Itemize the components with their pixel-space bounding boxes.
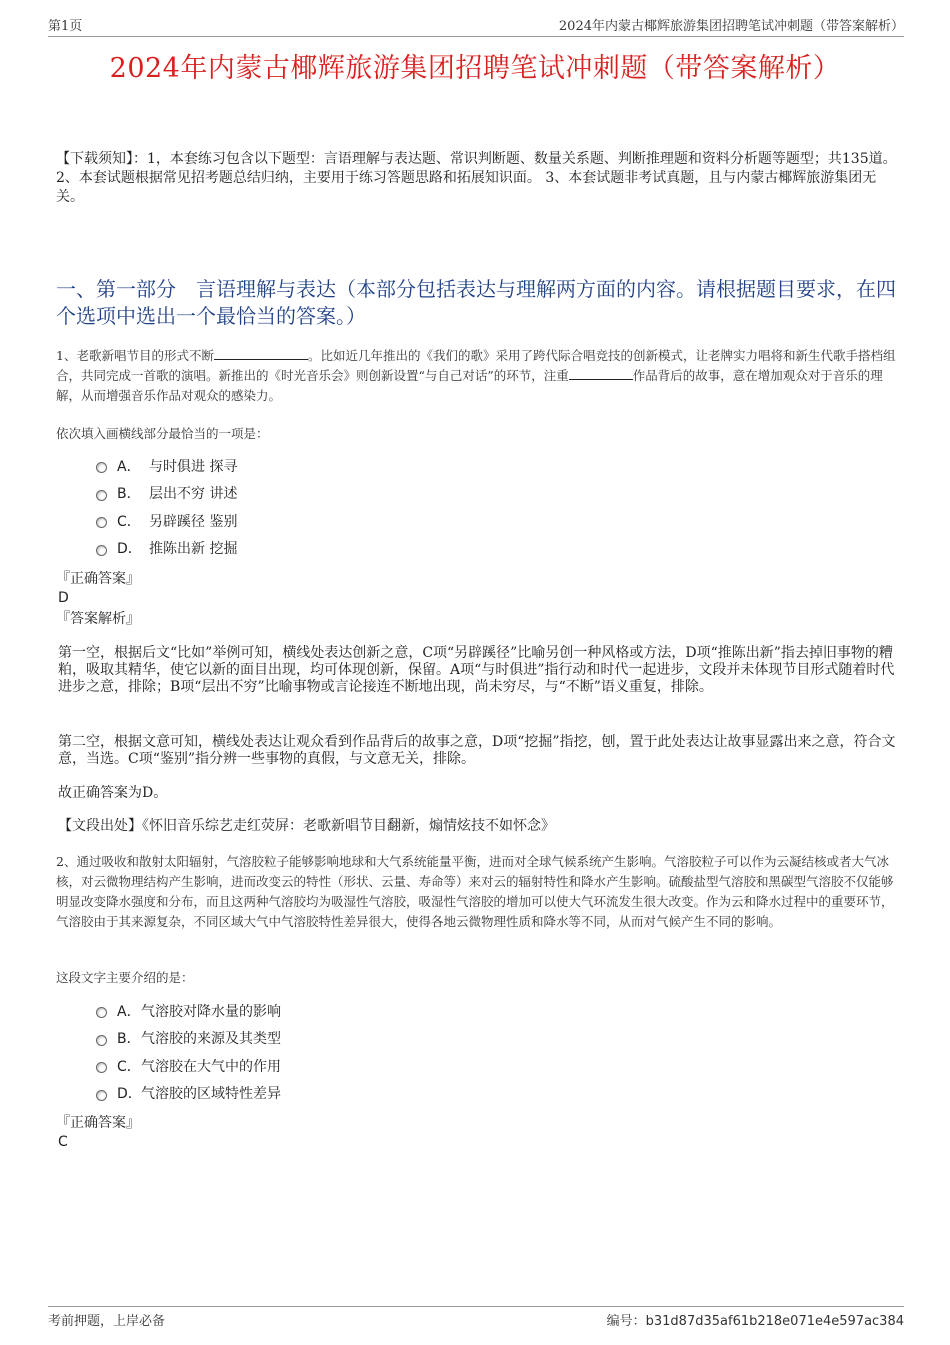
option-b[interactable]: [96, 480, 237, 508]
option-letter: C．: [117, 1058, 141, 1075]
footer-slogan: 考前押题，上岸必备: [48, 1314, 166, 1329]
question-2-text: 2、通过吸收和散射太阳辐射，气溶胶粒子能够影响地球和大气系统能量平衡，进而对全球气候系统产生影响。气溶胶粒子可以作为云凝结核或者大气冰核，对云微物理结构产生影响，进而改变云的特性（形状、云量、寿命等）来对云的辐射特性和降水产生影响。硫酸盐型气溶胶和黑碳型气溶胶不仅能够明显改变降水强度和分布，而且这两种气溶胶均为吸湿性气溶胶，吸湿性气溶胶的增加可以使大气环流发生很大改变。作为云和降水过程中的重要环节，气溶胶由于其来源复杂，不同区域大气中气溶胶特性差异很大，使得各地云微物理性质和降水等不同，从而对气候产生不同的影响。: [56, 854, 894, 929]
radio-icon[interactable]: [96, 517, 107, 528]
radio-icon[interactable]: [96, 1090, 107, 1101]
source-citation: 【文段出处】《怀旧音乐综艺走红荧屏：老歌新唱节目翻新，煽情炫技不如怀念》: [58, 818, 555, 834]
radio-icon[interactable]: [96, 462, 107, 473]
analysis-paragraph-2: 第二空，根据文意可知，横线处表达让观众看到作品背后的故事之意，D项“挖掘”指挖，刨，置于此处表达让故事显露出来之意，符合文意，当选。C项“鉴别”指分辨一些事物的真假，与文意无关，排除。: [58, 734, 896, 767]
option-letter: A．: [117, 1003, 141, 1020]
option-letter: D．: [117, 541, 142, 558]
question-1-text-a: 1、老歌新唱节目的形式不断: [56, 348, 214, 363]
analysis-paragraph-1: 第一空，根据后文“比如”举例可知，横线处表达创新之意，C项“另辟蹊径”比喻另创一种风格或方法，D项“推陈出新”指去掉旧事物的糟粕，吸取其精华，使它以新的面目出现，均可体现创新，保留。A项“与时俱进”指行动和时代一起进步，文段并未体现节目形式随着时代进步之意，排除；B项“层出不穷”比喻事物或言论接连不断地出现，尚未穷尽，与“不断”语义重复，排除。: [58, 645, 895, 695]
option-letter: D．: [117, 1086, 142, 1103]
page-header: [48, 14, 904, 37]
radio-icon[interactable]: [96, 1007, 107, 1018]
fill-blank-2: [569, 367, 633, 380]
code-value: b31d87d35af61b218e071e4e597ac384: [645, 1314, 904, 1329]
question-1-text: [56, 346, 898, 406]
option-letter: C．: [117, 513, 141, 530]
download-notice: 【下载须知】：1，本套练习包含以下题型：言语理解与表达题、常识判断题、数量关系题、判断推理题和资料分析题等题型；共135道。 2、本套试题根据常见招考题总结归纳，主要用于练习答题思路和拓展知识面。 3、本套试题非考试真题，且与内蒙古椰辉旅游集团无关。: [56, 151, 897, 205]
option-text: 气溶胶的区域特性差异: [141, 1086, 281, 1103]
option-a[interactable]: [96, 997, 281, 1025]
radio-icon[interactable]: [96, 490, 107, 501]
answer-label: 『正确答案』: [56, 1115, 140, 1131]
option-a[interactable]: [96, 452, 237, 480]
option-letter: A．: [117, 458, 141, 475]
answer-label: 『正确答案』: [56, 571, 140, 587]
answer-value: C: [58, 1134, 68, 1150]
option-c[interactable]: [96, 507, 237, 535]
radio-icon[interactable]: [96, 1062, 107, 1073]
question-1-text-b: 。比如近几年推出的《我们的歌》采用了跨代际合唱竞技的创新模式，让老牌实力唱将和新生代歌手搭档组合，共同完成一首歌的演唱。新推出的《时光音乐会》则创新设置“与自己对话”的环节，注重: [56, 348, 896, 383]
question-1-text-c: 作品背后的故事，意在增加观众对于音乐的理解，从而增强音乐作品对观众的感染力。: [56, 368, 883, 403]
document-code: [607, 1310, 904, 1329]
option-letter: B．: [117, 486, 141, 503]
option-d[interactable]: [96, 1080, 281, 1108]
radio-icon[interactable]: [96, 1035, 107, 1046]
option-c[interactable]: [96, 1052, 281, 1080]
option-text: 层出不穷 讲述: [149, 486, 238, 503]
question-2-prompt: 这段文字主要介绍的是：: [56, 970, 194, 985]
question-2-options: [96, 997, 281, 1107]
option-text: 推陈出新 挖掘: [149, 541, 238, 558]
option-text: 气溶胶在大气中的作用: [141, 1058, 281, 1075]
option-letter: B．: [117, 1031, 141, 1048]
option-text: 另辟蹊径 鉴别: [149, 513, 238, 530]
question-1-prompt: 依次填入画横线部分最恰当的一项是：: [56, 426, 269, 441]
option-d[interactable]: [96, 535, 237, 563]
question-1-options: [96, 452, 237, 562]
answer-value: D: [58, 590, 69, 606]
radio-icon[interactable]: [96, 545, 107, 556]
fill-blank-1: [214, 347, 308, 360]
option-text: 气溶胶对降水量的影响: [141, 1003, 281, 1020]
analysis-label: 『答案解析』: [56, 611, 140, 627]
option-b[interactable]: [96, 1025, 281, 1053]
analysis-conclusion: 故正确答案为D。: [58, 785, 168, 801]
page-number: 第1页: [48, 19, 83, 34]
section-heading: 一、第一部分 言语理解与表达（本部分包括表达与理解两方面的内容。请根据题目要求，在四个选项中选出一个最恰当的答案。）: [56, 277, 896, 328]
document-title: 2024年内蒙古椰辉旅游集团招聘笔试冲刺题（带答案解析）: [109, 53, 841, 84]
option-text: 气溶胶的来源及其类型: [141, 1031, 281, 1048]
option-text: 与时俱进 探寻: [149, 458, 238, 475]
code-label: 编号：: [606, 1314, 646, 1329]
header-doc-title: 2024年内蒙古椰辉旅游集团招聘笔试冲刺题（带答案解析）: [558, 19, 904, 34]
page-footer: [48, 1306, 904, 1329]
